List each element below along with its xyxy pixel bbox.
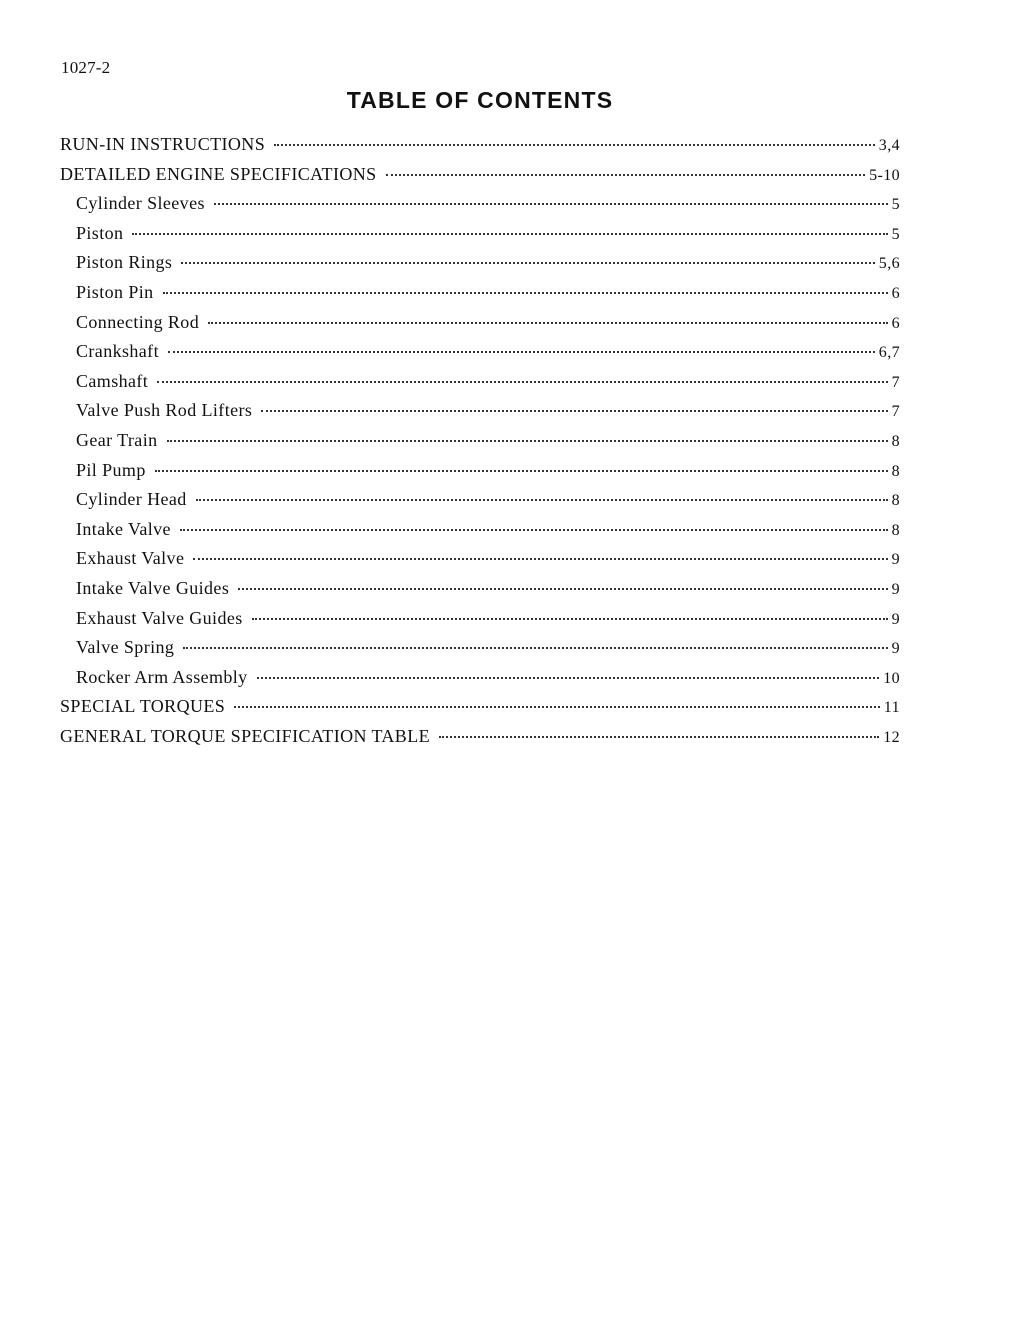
dot-leader [252, 618, 888, 620]
toc-entry-label: Intake Valve Guides [76, 577, 230, 598]
toc-entry-page: 6 [891, 284, 900, 302]
toc-entry-page: 5-10 [869, 166, 900, 184]
toc-entry [60, 282, 900, 312]
toc-entry-page: 5 [891, 196, 900, 214]
dot-leader [168, 351, 875, 353]
dot-leader [238, 588, 887, 590]
toc-entry-label: Crankshaft [76, 341, 159, 362]
dot-leader [234, 706, 880, 708]
toc-entry [60, 608, 900, 638]
dot-leader [196, 499, 888, 501]
toc-entry-page: 9 [891, 640, 900, 658]
toc-entry-page: 9 [891, 551, 900, 569]
toc-entry [60, 696, 900, 726]
toc-entry [60, 578, 900, 608]
toc-entry-label: Valve Spring [76, 637, 175, 658]
dot-leader [261, 410, 887, 412]
toc-entry-label: Exhaust Valve [76, 548, 185, 569]
toc-entry-page: 12 [883, 728, 900, 746]
toc-entry-page: 9 [891, 580, 900, 598]
toc-entry-page: 8 [891, 521, 900, 539]
toc-entry-label: Piston [76, 222, 124, 243]
dot-leader [214, 203, 888, 205]
toc-entry-label: Piston Pin [76, 281, 154, 302]
dot-leader [386, 174, 866, 176]
dot-leader [163, 292, 888, 294]
dot-leader [180, 529, 888, 531]
toc-entry [60, 193, 900, 223]
toc-entry-label: SPECIAL TORQUES [60, 696, 226, 717]
dot-leader [155, 470, 888, 472]
dot-leader [193, 558, 887, 560]
toc-entry [60, 519, 900, 549]
toc-entry-label: DETAILED ENGINE SPECIFICATIONS [60, 163, 377, 184]
page-number: 1027-2 [61, 58, 111, 77]
toc-entry-label: Rocker Arm Assembly [76, 666, 248, 687]
toc-entry-label: GENERAL TORQUE SPECIFICATION TABLE [60, 725, 431, 746]
dot-leader [167, 440, 888, 442]
toc-entry [60, 371, 900, 401]
dot-leader [257, 677, 880, 679]
toc-entry-page: 6,7 [878, 344, 900, 362]
toc-entry-page: 8 [891, 462, 900, 480]
toc-entry [60, 726, 900, 756]
toc-entry-page: 9 [891, 610, 900, 628]
toc-entry [60, 430, 900, 460]
toc-entry [60, 252, 900, 282]
toc-entry-label: Camshaft [76, 370, 149, 391]
dot-leader [183, 647, 887, 649]
toc-entry-page: 7 [891, 373, 900, 391]
toc-entry-page: 3,4 [878, 137, 900, 154]
toc-entry [60, 460, 900, 490]
toc-entry [60, 489, 900, 519]
toc-entry-label: Cylinder Sleeves [76, 193, 205, 214]
toc-entry-label: Exhaust Valve Guides [76, 607, 243, 628]
dot-leader [439, 736, 879, 738]
toc-entry [60, 134, 900, 164]
dot-leader [274, 144, 875, 146]
toc-entry-label: Piston Rings [76, 252, 173, 273]
toc-entry-label: Cylinder Head [76, 489, 187, 510]
toc-entry [60, 637, 900, 667]
toc-entry [60, 548, 900, 578]
toc-entry-page: 5 [891, 225, 900, 243]
toc-entry [60, 667, 900, 697]
toc-entry [60, 223, 900, 253]
toc-entry-page: 6 [891, 314, 900, 332]
toc-entry-page: 8 [891, 492, 900, 510]
page-title: TABLE OF CONTENTS [346, 87, 614, 113]
toc-entry-label: Intake Valve [76, 518, 171, 539]
toc-entry-page: 8 [891, 432, 900, 450]
table-of-contents [60, 134, 900, 755]
toc-entry-page: 7 [891, 403, 900, 421]
toc-entry-page: 5,6 [878, 255, 900, 273]
toc-entry-label: RUN-IN INSTRUCTIONS [60, 134, 266, 154]
dot-leader [157, 381, 887, 383]
dot-leader [132, 233, 887, 235]
toc-entry [60, 341, 900, 371]
toc-entry [60, 400, 900, 430]
toc-entry-label: Gear Train [76, 429, 158, 450]
toc-entry [60, 312, 900, 342]
toc-entry [60, 164, 900, 194]
toc-entry-page: 10 [883, 669, 900, 687]
dot-leader [208, 322, 888, 324]
toc-entry-label: Valve Push Rod Lifters [76, 400, 253, 421]
toc-entry-page: 11 [883, 699, 900, 717]
toc-entry-label: Connecting Rod [76, 311, 200, 332]
toc-entry-label: Pil Pump [76, 459, 146, 480]
dot-leader [181, 262, 874, 264]
